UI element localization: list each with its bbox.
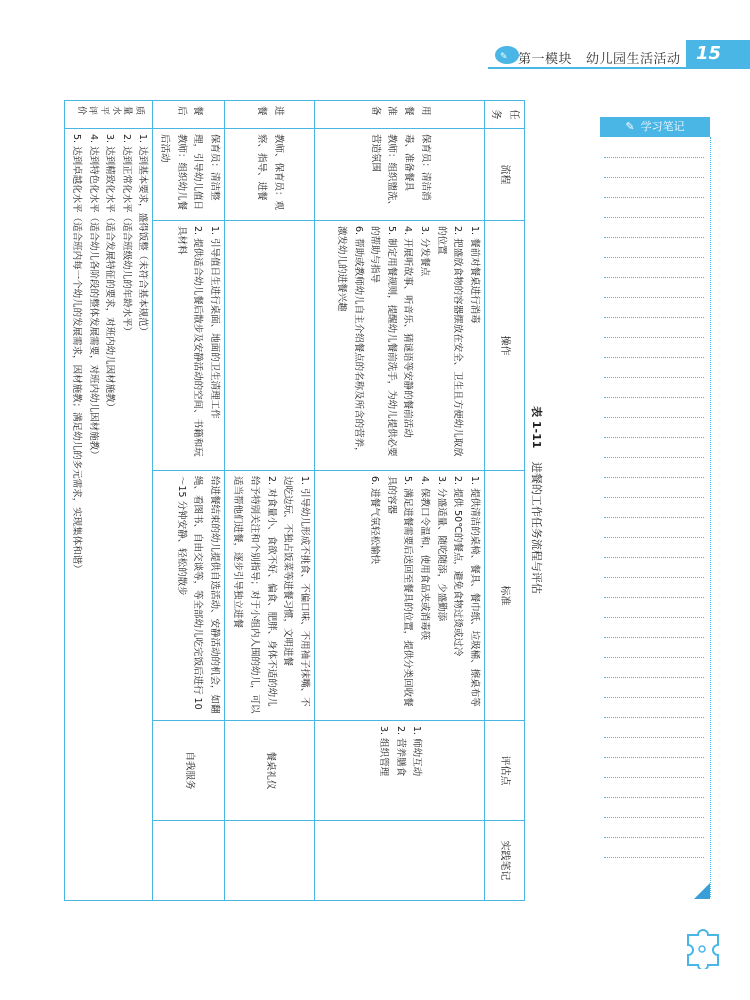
note-line (604, 217, 704, 218)
note-line (604, 577, 704, 578)
note-line (604, 377, 704, 378)
evaluation-item: 餐桌礼仪 (264, 751, 276, 790)
note-line (604, 277, 704, 278)
evaluation-item: 自我服务 (184, 751, 196, 790)
note-line (604, 337, 704, 338)
note-line (604, 177, 704, 178)
quality-level-item: 5. 达到卓越化水平（适合班内每一个幼儿的发展需求，因材施教；满足幼儿的多元需求，实现集体和谐） (71, 134, 82, 574)
table-row (315, 101, 485, 901)
standard-item: 4. 保教口令温和，使用食品夹或消毒筷 (419, 476, 431, 641)
notes-cell[interactable] (315, 821, 485, 901)
process-line: 保育员：清洁消毒、准备餐具 (403, 134, 431, 201)
note-line (604, 617, 704, 618)
evaluation-item: 3. 组织管理 (378, 726, 390, 777)
note-line (604, 257, 704, 258)
header-task: 任务 (485, 101, 525, 129)
process-line: 教师：组织幼儿餐后活动 (159, 134, 187, 211)
note-line (604, 757, 704, 758)
note-line (604, 197, 704, 198)
operation-cell (315, 221, 485, 471)
quality-level-item: 1. 达到基本要求，盛得饭整（未符合基本规范） (137, 134, 149, 337)
header-rule (488, 67, 750, 69)
pencil-icon: ✎ (625, 120, 635, 133)
notes-cell[interactable] (153, 821, 225, 901)
table-row (225, 101, 315, 901)
note-line (604, 157, 704, 158)
notes-cell[interactable] (225, 821, 315, 901)
operation-item: 4. 开展听故事、听音乐、猜谜语等安静的餐前活动 (402, 226, 414, 438)
note-line (604, 397, 704, 398)
note-line (604, 537, 704, 538)
operation-item: 3. 分发餐点 (419, 226, 431, 277)
operation-cell (153, 221, 225, 471)
table-title: 进餐的工作任务流程与评估 (530, 461, 543, 594)
note-line (604, 357, 704, 358)
operation-item: 1. 餐前对餐桌进行消毒 (469, 226, 480, 324)
note-line (604, 777, 704, 778)
quality-level-item: 2. 达到正常化水平（适合班级幼儿的年龄水平） (120, 134, 132, 337)
note-line (604, 497, 704, 498)
task-cell: 餐后 (153, 101, 225, 129)
standard-item: 给进餐结束的幼儿提供自选活动、安静活动的机会，如翻绳、看图书、自由交谈等，等全部幼儿吃完饭后进行 10～15 分钟安静、轻松的散步 (175, 476, 220, 714)
evaluation-cell (315, 721, 485, 821)
note-line (604, 457, 704, 458)
table-header-row (485, 101, 525, 901)
quality-level-row (65, 101, 153, 901)
standard-item: 2. 对食量小、食欲不好、偏食、肥胖、身体不适的幼儿给予特别关注和个别指导；对于小组内人围的幼儿，可以适当帮他们进餐，逐步引导独立进餐 (232, 476, 277, 714)
operation-item: 6. 帮助或教师幼儿自主介绍餐点的名称及所含的营养，激发幼儿的进餐兴趣 (336, 226, 364, 457)
header-standard: 标准 (485, 471, 525, 721)
note-line (604, 417, 704, 418)
workflow-table (64, 100, 525, 901)
note-line (604, 737, 704, 738)
standard-item: 6. 进餐气氛轻松愉快 (369, 476, 381, 565)
note-line (604, 837, 704, 838)
study-notes-title: 学习笔记 (640, 120, 685, 133)
notes-lines-area[interactable] (600, 137, 711, 897)
evaluation-item: 1. 师幼互动 (411, 726, 423, 777)
note-line (604, 597, 704, 598)
operation-item: 1. 引导值日生进行桌面、地面的卫生清理工作 (209, 226, 220, 419)
note-line (604, 697, 704, 698)
standard-cell (315, 471, 485, 721)
standard-item: 1. 引导幼儿形成不挑食、不偏口味、不用袖子抹嘴、不边吃边玩、不独占饭菜等进餐习惯，文明进餐 (282, 476, 310, 707)
evaluation-item: 2. 营养膳食 (394, 726, 406, 777)
note-line (604, 477, 704, 478)
module-badge-icon (494, 44, 520, 66)
operation-cell (225, 221, 315, 471)
note-line (604, 857, 704, 858)
header-process: 流程 (485, 129, 525, 221)
note-line (604, 817, 704, 818)
quality-level-cell (65, 129, 153, 901)
corner-triangle-icon (694, 883, 710, 899)
note-line (604, 517, 704, 518)
header-evaluation: 评估点 (485, 721, 525, 821)
operation-item: 2. 提供适合幼儿餐后散步及安静活动的空间、书籍和玩具材料 (175, 226, 204, 457)
page-number-box (686, 40, 750, 68)
note-line (604, 437, 704, 438)
table-number: 表 1-11 (530, 406, 543, 449)
task-cell: 用餐准备 (315, 101, 485, 129)
note-line (604, 797, 704, 798)
task-cell: 进餐 (225, 101, 315, 129)
quality-level-item: 3. 达到精致化水平（适合发展特征的要求，对班内幼儿因材施教） (104, 134, 116, 413)
operation-item: 2. 把盛放食物的容器摆放在安全、卫生且方便幼儿取放的位置 (435, 226, 464, 457)
standard-item: 2. 提供 50℃的餐点，避免食物过烫或过冷 (452, 476, 464, 657)
process-cell (225, 129, 315, 221)
chapter-title: 幼儿园生活活动 (586, 52, 681, 67)
quality-level-label: 质量水平评价 (65, 101, 153, 129)
note-line (604, 637, 704, 638)
note-line (604, 657, 704, 658)
note-line (604, 717, 704, 718)
note-line (604, 677, 704, 678)
evaluation-cell (153, 721, 225, 821)
process-line: 教师：组织盥洗、营造氛围 (369, 134, 398, 211)
rotated-table-area (71, 100, 545, 902)
process-cell (153, 129, 225, 221)
svg-text:✎: ✎ (500, 52, 508, 62)
page-number: 15 (696, 43, 722, 64)
puzzle-piece-icon (680, 925, 726, 969)
note-line (604, 297, 704, 298)
process-line: 教师、保育员：观察、指导、进餐 (256, 134, 285, 211)
standard-item: 1. 提供清洁的桌椅、餐具、餐巾纸、垃圾桶、擦桌布等 (469, 476, 480, 707)
evaluation-cell (225, 721, 315, 821)
module-label: 第一模块 (518, 52, 573, 67)
process-cell (315, 129, 485, 221)
header-practice-notes: 实践笔记 (485, 821, 525, 901)
quality-level-item: 4. 达到特色化水平（适合幼儿各阶段的整体发展需要，对班内幼儿因材施教） (87, 134, 99, 460)
standard-item: 3. 分盛适量、随吃随添，少盛勤添 (435, 476, 447, 622)
table-row (153, 101, 225, 901)
standard-cell (225, 471, 315, 721)
standard-item: 5. 满足进餐需要后送回至餐具的位置，提供分类回收餐具的容器 (385, 476, 414, 707)
operation-item: 5. 制定用餐规则，提醒幼儿餐前洗手，为幼儿提供必要的帮助与指导 (369, 226, 397, 457)
table-caption (529, 100, 545, 900)
standard-cell (153, 471, 225, 721)
note-line (604, 557, 704, 558)
process-line: 保育员：清洁整理，引导幼儿值日 (192, 134, 220, 211)
note-line (604, 317, 704, 318)
study-notes-header (600, 117, 710, 137)
note-line (604, 237, 704, 238)
header-operation: 操作 (485, 221, 525, 471)
page-header (488, 40, 750, 74)
study-notes-panel (600, 117, 710, 907)
